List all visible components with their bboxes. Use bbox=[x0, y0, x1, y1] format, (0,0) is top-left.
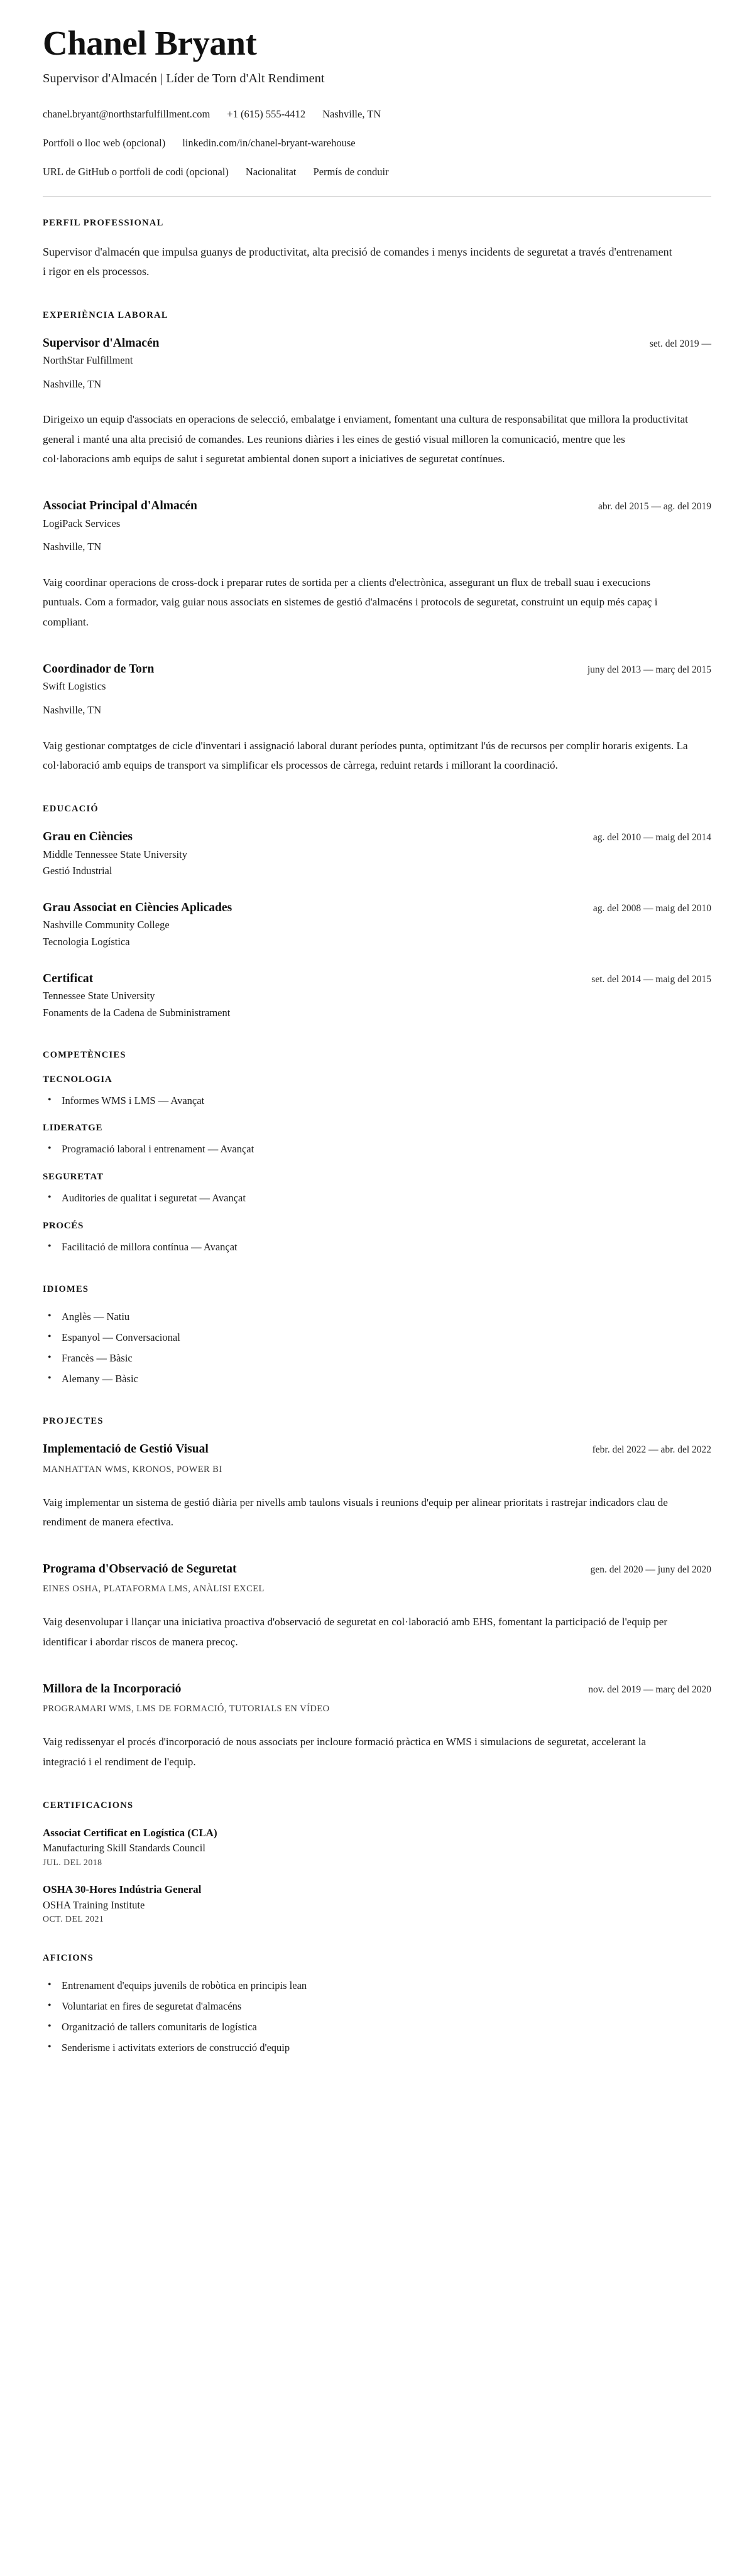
skill-group bbox=[43, 1172, 711, 1207]
section-projects bbox=[43, 1416, 711, 1772]
section-title-education: EDUCACIÓ bbox=[43, 804, 99, 814]
skill-item: • Auditories de qualitat i seguretat — Avançat bbox=[45, 1190, 711, 1207]
certification-name: OSHA 30-Hores Indústria General bbox=[43, 1883, 202, 1896]
experience-company: Swift Logistics bbox=[43, 680, 106, 693]
section-experience bbox=[43, 310, 711, 776]
education-school: Nashville Community College bbox=[43, 919, 170, 931]
hobby-item: • Voluntariat en fires de seguretat d'almacéns bbox=[45, 1998, 711, 2015]
education-entry-head bbox=[43, 899, 711, 917]
experience-location: Nashville, TN bbox=[43, 703, 102, 716]
contact-portfolio-placeholder[interactable]: Portfoli o lloc web (opcional) bbox=[43, 136, 166, 149]
education-entry bbox=[43, 899, 711, 950]
section-summary bbox=[43, 218, 711, 281]
experience-role: Coordinador de Torn bbox=[43, 662, 155, 676]
entry-spacer bbox=[43, 636, 711, 661]
section-title-certifications: CERTIFICACIONS bbox=[43, 1800, 134, 1810]
skill-list bbox=[43, 1093, 711, 1110]
certification-issuer: Manufacturing Skill Standards Council bbox=[43, 1842, 205, 1854]
project-entry bbox=[43, 1680, 711, 1772]
language-item: • Francès — Bàsic bbox=[45, 1350, 711, 1367]
education-entry-head bbox=[43, 828, 711, 846]
entry-spacer bbox=[43, 1535, 711, 1561]
contact-line-misc bbox=[43, 165, 711, 180]
experience-entry bbox=[43, 497, 711, 632]
language-item: • Anglès — Natiu bbox=[45, 1309, 711, 1326]
project-description: Vaig desenvolupar i llançar una iniciativa proactiva d'observació de seguretat en col·laboració amb EHS, fomentant la participació de l'equip per identificar i abordar riscos de manera precoç. bbox=[43, 1616, 668, 1648]
section-title-summary: PERFIL PROFESSIONAL bbox=[43, 217, 164, 228]
experience-location: Nashville, TN bbox=[43, 377, 102, 390]
experience-date: abr. del 2015 — ag. del 2019 bbox=[598, 501, 711, 512]
experience-entry bbox=[43, 661, 711, 775]
entry-spacer bbox=[43, 883, 711, 899]
experience-description: Dirigeixo un equip d'associats en operacions de selecció, embalatge i enviament, fomentant una cultura de responsabilitat que millora la productivitat general i manté una alta precisió de comandes. Les reunions diàries i les eines de gestió visual milloren la comunicació, mentre que les col·laboracions amb equips de salut i seguretat ambiental donen suport a iniciatives de seguretat contínues. bbox=[43, 413, 688, 465]
project-entry-head bbox=[43, 1441, 711, 1458]
entry-spacer bbox=[43, 472, 711, 497]
experience-entry bbox=[43, 335, 711, 469]
project-tools: MANHATTAN WMS, KRONOS, POWER BI bbox=[43, 1464, 222, 1475]
hobby-item: • Organització de tallers comunitaris de logística bbox=[45, 2019, 711, 2036]
section-title-hobbies: AFICIONS bbox=[43, 1953, 94, 1964]
section-skills bbox=[43, 1050, 711, 1256]
project-entry-head bbox=[43, 1561, 711, 1578]
skill-list bbox=[43, 1239, 711, 1256]
section-title-skills: COMPETÈNCIES bbox=[43, 1049, 126, 1060]
section-hobbies bbox=[43, 1953, 711, 2056]
education-degree: Certificat bbox=[43, 971, 94, 985]
hobby-list bbox=[43, 1978, 711, 2056]
header-divider bbox=[43, 196, 711, 197]
project-entry bbox=[43, 1441, 711, 1532]
skill-group-title: TECNOLOGIA bbox=[43, 1074, 112, 1085]
candidate-headline: Supervisor d'Almacén | Líder de Torn d'Alt Rendiment bbox=[43, 72, 325, 86]
education-date: ag. del 2008 — maig del 2010 bbox=[593, 903, 711, 914]
skill-group-title: PROCÉS bbox=[43, 1220, 84, 1231]
education-field: Tecnologia Logística bbox=[43, 936, 130, 948]
language-item: • Alemany — Bàsic bbox=[45, 1371, 711, 1388]
skill-item: • Programació laboral i entrenament — Avançat bbox=[45, 1141, 711, 1158]
experience-company: LogiPack Services bbox=[43, 517, 121, 529]
education-degree: Grau en Ciències bbox=[43, 830, 133, 844]
experience-date: juny del 2013 — març del 2015 bbox=[587, 664, 711, 675]
project-name: Programa d'Observació de Seguretat bbox=[43, 1562, 237, 1576]
section-title-experience: EXPERIÈNCIA LABORAL bbox=[43, 310, 168, 320]
experience-entry-head bbox=[43, 497, 711, 515]
contact-location: Nashville, TN bbox=[322, 107, 381, 120]
section-title-projects: PROJECTES bbox=[43, 1416, 104, 1427]
section-education bbox=[43, 804, 711, 1020]
project-entry-head bbox=[43, 1680, 711, 1698]
skill-item: • Informes WMS i LMS — Avançat bbox=[45, 1093, 711, 1110]
project-date: gen. del 2020 — juny del 2020 bbox=[590, 1564, 711, 1576]
contact-linkedin[interactable]: linkedin.com/in/chanel-bryant-warehouse bbox=[182, 136, 356, 149]
project-tools: EINES OSHA, PLATAFORMA LMS, ANÀLISI EXCEL bbox=[43, 1584, 265, 1594]
skill-list bbox=[43, 1190, 711, 1207]
project-tools: PROGRAMARI WMS, LMS DE FORMACIÓ, TUTORIALS EN VÍDEO bbox=[43, 1704, 330, 1714]
entry-spacer bbox=[43, 1655, 711, 1680]
skill-group-title: SEGURETAT bbox=[43, 1172, 104, 1182]
skill-list bbox=[43, 1141, 711, 1158]
hobby-item: • Senderisme i activitats exteriors de construcció d'equip bbox=[45, 2040, 711, 2057]
experience-location: Nashville, TN bbox=[43, 541, 102, 553]
certification-date: JUL. DEL 2018 bbox=[43, 1858, 102, 1868]
project-description: Vaig redissenyar el procés d'incorporació de nous associats per incloure formació pràctica en WMS i simulacions de seguretat, accelerant la integració i el rendiment de l'equip. bbox=[43, 1736, 647, 1768]
project-name: Implementació de Gestió Visual bbox=[43, 1442, 209, 1456]
entry-spacer bbox=[43, 954, 711, 970]
candidate-name: Chanel Bryant bbox=[43, 24, 257, 62]
contact-line-web bbox=[43, 136, 711, 151]
experience-role: Supervisor d'Almacén bbox=[43, 336, 160, 350]
education-entry-head bbox=[43, 970, 711, 988]
certification-name: Associat Certificat en Logística (CLA) bbox=[43, 1826, 217, 1839]
contact-phone[interactable]: +1 (615) 555-4412 bbox=[227, 107, 306, 120]
education-date: set. del 2014 — maig del 2015 bbox=[591, 973, 711, 985]
education-school: Middle Tennessee State University bbox=[43, 848, 187, 860]
project-date: nov. del 2019 — març del 2020 bbox=[588, 1684, 711, 1696]
summary-text: Supervisor d'almacén que impulsa guanys de productivitat, alta precisió de comandes i menys incidents de seguretat a través d'entrenament i rigor en els processos. bbox=[43, 245, 672, 278]
experience-company: NorthStar Fulfillment bbox=[43, 354, 133, 366]
project-entry bbox=[43, 1561, 711, 1652]
contact-nationality-placeholder[interactable]: Nacionalitat bbox=[245, 165, 297, 178]
experience-role: Associat Principal d'Almacén bbox=[43, 499, 197, 513]
project-name: Millora de la Incorporació bbox=[43, 1682, 182, 1696]
certification-date: OCT. DEL 2021 bbox=[43, 1914, 104, 1924]
resume-header bbox=[43, 25, 711, 180]
section-languages bbox=[43, 1284, 711, 1387]
experience-description: Vaig coordinar operacions de cross-dock i preparar rutes de sortida per a clients d'electrònica, assegurant un flux de treball suau i execucions puntuals. Com a formador, vaig guiar nous associats en sistemes de gestió d'almacéns i protocols de seguretat, construint un equip més capaç i compliant. bbox=[43, 576, 658, 628]
education-degree: Grau Associat en Ciències Aplicades bbox=[43, 901, 232, 915]
language-item: • Espanyol — Conversacional bbox=[45, 1329, 711, 1346]
section-certifications bbox=[43, 1800, 711, 1925]
hobby-item: • Entrenament d'equips juvenils de robòtica en principis lean bbox=[45, 1978, 711, 1994]
skill-group bbox=[43, 1221, 711, 1256]
experience-entry-head bbox=[43, 335, 711, 352]
project-description: Vaig implementar un sistema de gestió diària per nivells amb taulons visuals i reunions d'equip per alinear prioritats i rastrejar indicadors clau de rendiment de manera efectiva. bbox=[43, 1496, 668, 1528]
certification-entry bbox=[43, 1881, 711, 1924]
education-entry bbox=[43, 828, 711, 879]
project-date: febr. del 2022 — abr. del 2022 bbox=[592, 1444, 711, 1456]
experience-date: set. del 2019 — bbox=[649, 338, 711, 349]
contact-driving-licence-placeholder[interactable]: Permís de conduir bbox=[313, 165, 389, 178]
education-field: Fonaments de la Cadena de Subministrament bbox=[43, 1006, 231, 1019]
skill-group bbox=[43, 1123, 711, 1158]
skill-item: • Facilitació de millora contínua — Avançat bbox=[45, 1239, 711, 1256]
certification-issuer: OSHA Training Institute bbox=[43, 1898, 145, 1911]
skill-group-title: LIDERATGE bbox=[43, 1123, 103, 1134]
contact-email[interactable]: chanel.bryant@northstarfulfillment.com bbox=[43, 107, 210, 120]
contact-github-placeholder[interactable]: URL de GitHub o portfoli de codi (opcional) bbox=[43, 165, 229, 178]
skill-group bbox=[43, 1074, 711, 1110]
education-date: ag. del 2010 — maig del 2014 bbox=[593, 832, 711, 843]
education-entry bbox=[43, 970, 711, 1021]
education-field: Gestió Industrial bbox=[43, 865, 112, 877]
experience-description: Vaig gestionar comptatges de cicle d'inventari i assignació laboral durant períodes punta, optimitzant l'ús de recursos per complir horaris exigents. La col·laboració amb equips de transport va simplificar els processos de càrrega, reduint retards i millorant la coordinació. bbox=[43, 739, 688, 771]
education-school: Tennessee State University bbox=[43, 990, 155, 1002]
section-title-languages: IDIOMES bbox=[43, 1284, 89, 1295]
language-list bbox=[43, 1309, 711, 1387]
certification-entry bbox=[43, 1825, 711, 1868]
experience-entry-head bbox=[43, 661, 711, 678]
contact-line-primary bbox=[43, 107, 711, 122]
